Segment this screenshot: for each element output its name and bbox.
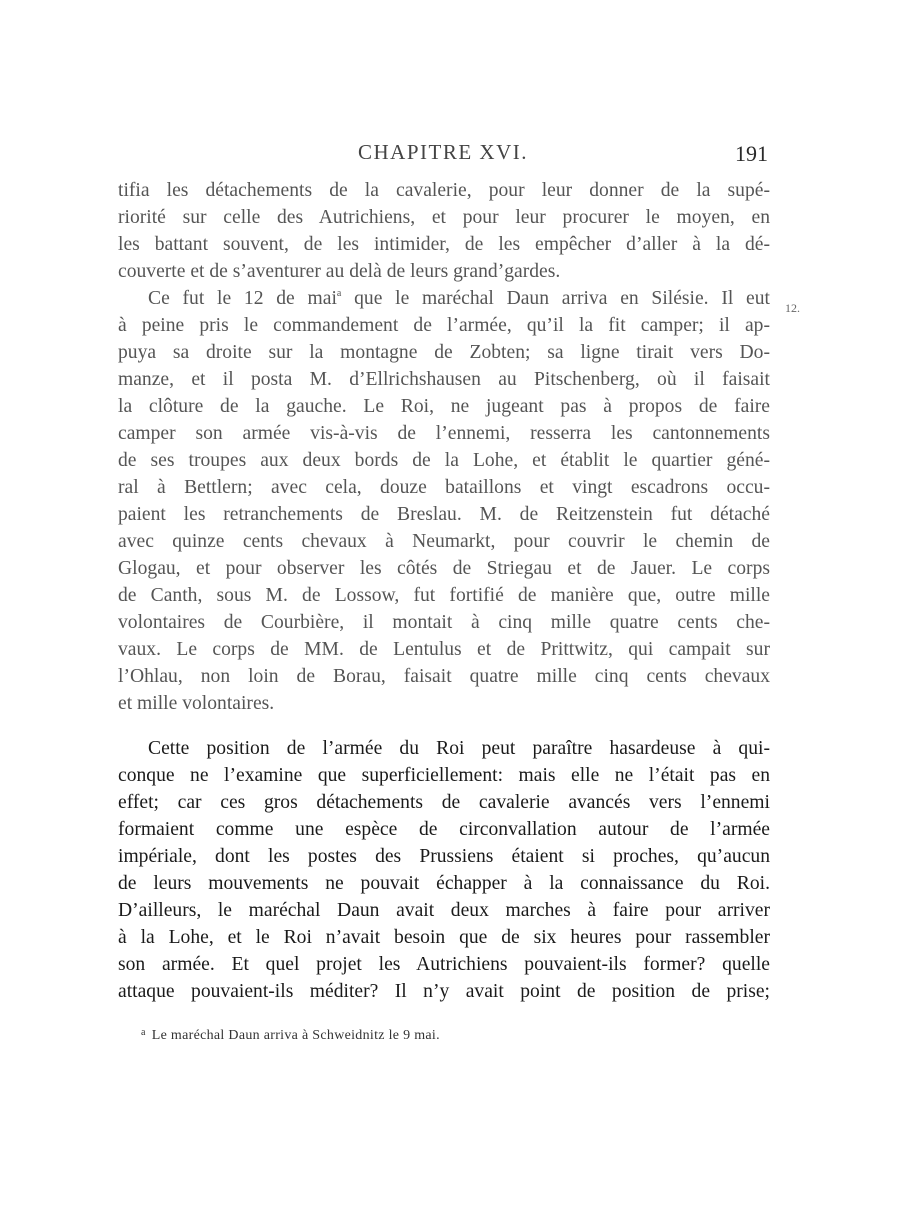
running-head: [118, 140, 768, 170]
paragraph-2: [118, 285, 770, 717]
footnote-text: Le maréchal Daun arriva à Schweidnitz le 9 mai.: [151, 1028, 440, 1043]
text-line: volontaires de Courbière, il montait à cinq mille quatre cents che-: [118, 612, 770, 633]
text-line: attaque pouvaient-ils méditer? Il n’y avait point de position de prise;: [118, 981, 770, 1002]
text-line: à peine pris le commandement de l’armée, qu’il la fit camper; il ap-: [118, 315, 770, 336]
paragraph-1: [118, 177, 770, 285]
chapter-title: CHAPITRE XVI.: [358, 140, 528, 164]
text-line: puya sa droite sur la montagne de Zobten; sa ligne tirait vers Do-: [118, 342, 770, 363]
text-line: ral à Bettlern; avec cela, douze bataillons et vingt escadrons occu-: [118, 477, 770, 498]
text-line: de ses troupes aux deux bords de la Lohe, et établit le quartier géné-: [118, 450, 770, 471]
text-line: D’ailleurs, le maréchal Daun avait deux marches à faire pour arriver: [118, 900, 770, 921]
footnote-mark: a: [141, 1027, 146, 1038]
text-line: effet; car ces gros détachements de cavalerie avancés vers l’ennemi: [118, 792, 770, 813]
text-line: son armée. Et quel projet les Autrichiens pouvaient-ils former? quelle: [118, 954, 770, 975]
footnote: [141, 1027, 440, 1044]
text-line: tifia les détachements de la cavalerie, pour leur donner de la supé-: [118, 180, 770, 201]
text-line: de leurs mouvements ne pouvait échapper à la connaissance du Roi.: [118, 873, 770, 894]
paragraph-3: [118, 735, 770, 1005]
text-line: camper son armée vis-à-vis de l’ennemi, resserra les cantonnements: [118, 423, 770, 444]
text-line: avec quinze cents chevaux à Neumarkt, pour couvrir le chemin de: [118, 531, 770, 552]
margin-note: 12.: [785, 301, 800, 315]
text-line: conque ne l’examine que superficiellement: mais elle ne l’était pas en: [118, 765, 770, 786]
text-line: à la Lohe, et le Roi n’avait besoin que de six heures pour rassembler: [118, 927, 770, 948]
text-line: Cette position de l’armée du Roi peut paraître hasardeuse à qui-: [148, 738, 770, 759]
text-line: de Canth, sous M. de Lossow, fut fortifié de manière que, outre mille: [118, 585, 770, 606]
text-line: riorité sur celle des Autrichiens, et pour leur procurer le moyen, en: [118, 207, 770, 228]
page-number: 191: [735, 141, 768, 166]
text-line: Glogau, et pour observer les côtés de Striegau et de Jauer. Le corps: [118, 558, 770, 579]
text-line: formaient comme une espèce de circonvallation autour de l’armée: [118, 819, 770, 840]
text-line: et mille volontaires.: [118, 693, 275, 714]
text-line: manze, et il posta M. d’Ellrichshausen au Pitschenberg, où il faisait: [118, 369, 770, 390]
text-segment: que le maréchal Daun arriva en Silésie. Il eut: [341, 288, 770, 309]
text-line: la clôture de la gauche. Le Roi, ne jugeant pas à propos de faire: [118, 396, 770, 417]
text-line: l’Ohlau, non loin de Borau, faisait quatre mille cinq cents chevaux: [118, 666, 770, 687]
text-line: les battant souvent, de les intimider, de les empêcher d’aller à la dé-: [118, 234, 770, 255]
text-line: paient les retranchements de Breslau. M. de Reitzenstein fut détaché: [118, 504, 770, 525]
text-line: couverte et de s’aventurer au delà de leurs grand’gardes.: [118, 261, 561, 282]
text-line: vaux. Le corps de MM. de Lentulus et de Prittwitz, qui campait sur: [118, 639, 770, 660]
text-line: [118, 285, 770, 312]
text-line: impériale, dont les postes des Prussiens étaient si proches, qu’aucun: [118, 846, 770, 867]
text-segment: Ce fut le 12 de mai: [148, 288, 337, 309]
footnote-reference: a: [336, 288, 342, 299]
